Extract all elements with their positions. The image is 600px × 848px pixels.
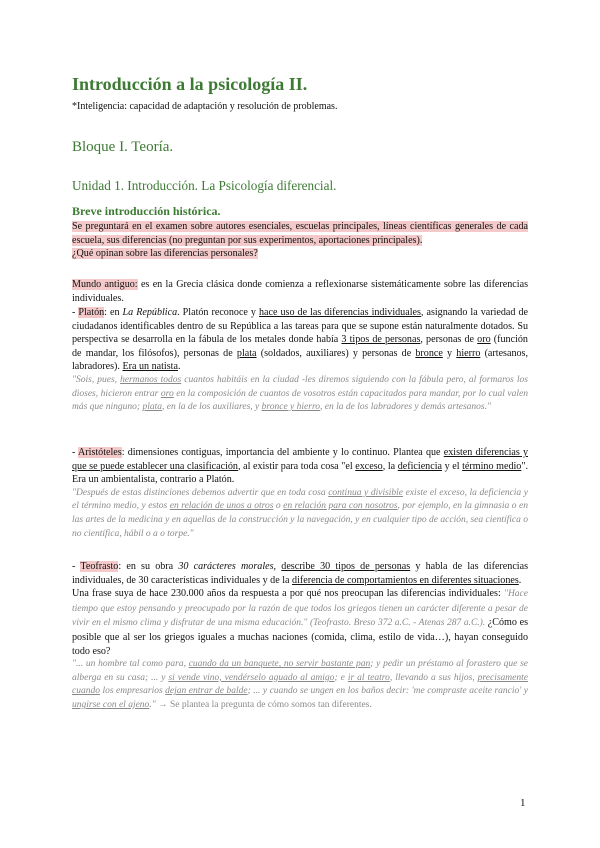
text-run: (artesanos, labradores).: [72, 347, 529, 373]
text-run: y habla de las diferencias individuales, de 30 características individuales y de la: [72, 561, 529, 586]
quote-run: o: [273, 501, 284, 512]
underlined-text: ir al teatro: [347, 672, 390, 683]
text-run: , asignando la variedad de ciudadanos identificables dentro de su República a las tareas para que se supone están naturalmente dotados. Su perspectiva se desarrolla en la fábula de los metales donde había: [72, 307, 528, 346]
quote-run: "... un hombre tal como para,: [72, 659, 189, 670]
underlined-text: en relación de unos a otros: [169, 501, 274, 512]
text-run: .: [518, 574, 522, 586]
quote-run: los empresarios: [99, 686, 166, 697]
quote-run: existe el exceso, la deficiencia y el término medio, y estos: [72, 487, 528, 512]
underlined-text: existen diferencias y que se puede establecer una clasificación: [72, 447, 529, 472]
mundo-label: Mundo antiguo:: [72, 279, 138, 290]
teofrasto-final-quote: [72, 658, 528, 712]
intelligence-definition: *Inteligencia: capacidad de adaptación y resolución de problemas.: [72, 101, 338, 112]
text-run: Una frase suya de hace 230.000 años da respuesta a por qué nos preocupan las diferencias individuales:: [72, 588, 504, 600]
underlined-text: plata: [236, 347, 257, 359]
quote-run: , en la de los labradores y demás artesanos.": [320, 402, 491, 413]
document-title: Introducción a la psicología II.: [72, 74, 308, 94]
quote-run: .": [149, 699, 156, 710]
underlined-text: continua y divisible: [328, 487, 404, 498]
quote-tail: → Se plantea la pregunta de cómo somos tan diferentes.: [155, 699, 372, 710]
quote-run: ; y pedir un préstamo al forastero que se alberga en su casa; ... y: [72, 659, 528, 683]
underlined-text: hace uso de las diferencias individuales: [258, 307, 421, 318]
mundo-text: es en la Grecia clásica donde comienza a reflexionarse sistemáticamente sobre las diferencias individuales.: [72, 279, 528, 304]
underlined-text: diferencia de comportamientos en diferentes situaciones: [292, 574, 519, 586]
underlined-text: exceso: [355, 460, 383, 472]
teofrasto-paragraph: [72, 560, 528, 713]
book-title: La República: [122, 307, 178, 318]
underlined-text: ungirse con el ajeno: [72, 699, 150, 710]
citation-ref: (Teofrasto. Breso 372 a.C. - Atenas 287 a.C.).: [307, 618, 488, 629]
author-name-platon: Platón: [78, 307, 105, 318]
text-run: . Platón reconoce y: [177, 307, 259, 318]
text-run: .: [177, 361, 181, 373]
quote-run: , por ejemplo, en la gimnasia o en las artes de la medicina y en aquellas de la construcción y la navegación, y en cualquier tipo de acción, sea científica o no científica, hábil o a o torpe.": [72, 501, 528, 539]
aristoteles-quote: [72, 487, 528, 541]
underlined-text: hermanos todos: [120, 374, 182, 385]
text-run: (soldados, auxiliares) y personas de: [256, 347, 416, 359]
exam-note-block: [72, 220, 528, 261]
underlined-text: dejan entrar de balde: [165, 686, 248, 697]
underlined-text: plata: [142, 402, 162, 413]
text-run: -: [72, 307, 79, 318]
underlined-text: oro: [160, 388, 174, 399]
text-run: ,: [273, 561, 282, 572]
underlined-text: hierro: [456, 347, 481, 359]
text-run: y el: [442, 460, 463, 472]
quote-run: ; ... y cuando se ungen en los baños decir: 'me compraste aceite rancio' y: [247, 686, 528, 697]
text-run: -: [72, 447, 78, 458]
underlined-text: término medio: [462, 460, 522, 472]
quote-run: en la composición de cuantos de vosotros están capacitados para mandar, por lo cual valen más que ninguno;: [72, 388, 528, 413]
quote-run: , en la de los auxiliares, y: [161, 402, 262, 413]
text-run: -: [72, 561, 81, 572]
quote-run: "Después de estas distinciones debemos advertir que en toda cosa: [72, 487, 329, 498]
platon-paragraph: [72, 306, 528, 415]
author-name-aristoteles: Aristóteles: [77, 447, 122, 458]
underlined-text: precisamente cuando: [72, 672, 528, 697]
text-run: (función de mandar, los filósofos), personas de: [72, 334, 528, 359]
section-heading-bloque: Bloque I. Teoría.: [72, 139, 174, 155]
page-number: 1: [520, 797, 526, 809]
underlined-text: cuando da un banquete, no servir bastante pan: [188, 659, 371, 670]
text-run: : dimensiones contiguas, importancia del ambiente y lo continuo. Plantea que: [121, 447, 444, 458]
underlined-text: bronce: [415, 347, 443, 359]
underlined-text: bronce y hierro: [261, 402, 321, 413]
underlined-text: en relación para con nosotros: [283, 501, 398, 512]
text-run: ¿Cómo es posible que al ser los griegos iguales a muchas naciones (comida, clima, estilo de vida…), hayan conseguido todo eso?: [72, 617, 529, 657]
text-run: , la: [382, 460, 398, 472]
underlined-text: describe 30 tipos de personas: [281, 561, 411, 572]
platon-quote: [72, 374, 528, 415]
underlined-text: oro: [477, 334, 491, 346]
book-title: 30 carácteres morales: [178, 561, 274, 572]
exam-note: Se preguntará en el examen sobre autores esenciales, escuelas principales, líneas científicas generales de cada escuela, sus diferencias (no preguntan por sus experimentos, aportaciones principales).: [72, 221, 528, 246]
quote-run: "Sois, pues,: [72, 374, 121, 385]
author-name-teofrasto: Teofrasto: [80, 561, 119, 572]
quote-run: "Hace tiempo que estoy pensando y preocupado por la razón de que todos los griegos tienen un carácter diferente a pesar de vivir en el mismo clima y disfrutar de una misma educación.": [72, 589, 528, 629]
aristoteles-paragraph: [72, 446, 528, 541]
subsection-heading: Breve introducción histórica.: [72, 204, 221, 218]
text-run: : en su obra: [118, 561, 179, 572]
text-run: , personas de: [420, 334, 478, 346]
quote-run: ; e: [334, 672, 348, 683]
question-text: ¿Qué opinan sobre las diferencias personales?: [72, 248, 258, 260]
unit-heading: Unidad 1. Introducción. La Psicología diferencial.: [72, 178, 337, 193]
underlined-text: si vende vino, vendérselo aguado al amigo: [168, 672, 335, 683]
text-run: ". Era un ambientalista, contrario a Platón.: [72, 460, 528, 486]
text-run: , al existir para toda cosa "el: [237, 460, 356, 472]
underlined-text: 3 tipos de personas: [341, 334, 421, 346]
quote-run: cuantos habitáis en la ciudad -les diremos siguiendo con la fábula pero, al formaros los dioses, hicieron entrar: [72, 374, 528, 399]
mundo-antiguo-paragraph: [72, 278, 528, 305]
underlined-text: deficiencia: [397, 460, 442, 472]
underlined-text: Era un natista: [122, 361, 178, 373]
quote-run: , llevando a sus hijos,: [389, 672, 478, 683]
text-run: : en: [104, 307, 123, 318]
text-run: y: [442, 347, 457, 359]
